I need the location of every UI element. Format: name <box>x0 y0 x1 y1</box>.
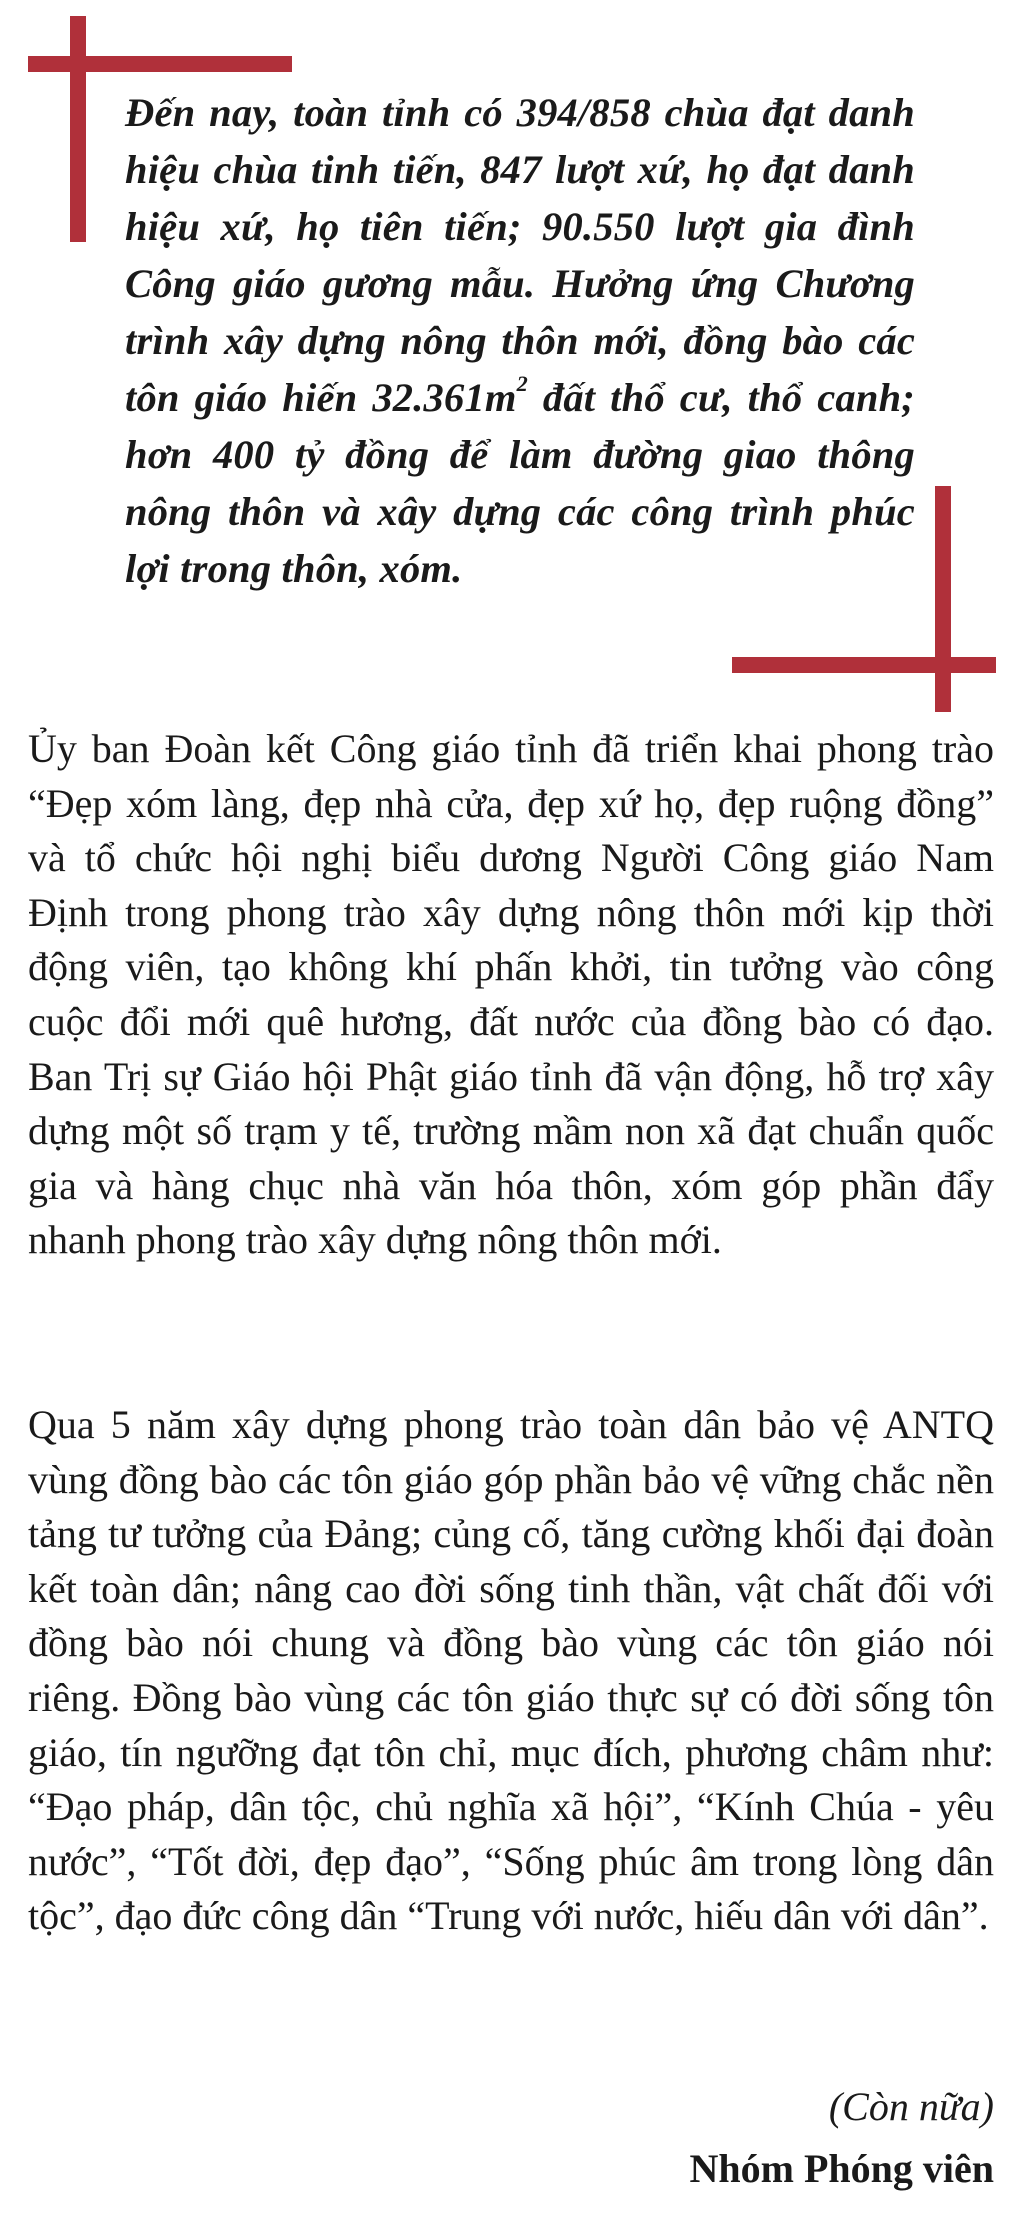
corner-bracket-top-left-vertical <box>70 16 86 242</box>
pull-quote-text-part2: đất thổ cư, thổ canh; hơn 400 tỷ đồng để làm đường giao thông nông thôn và xây dựng các công trình phúc lợi trong thôn, xóm. <box>125 375 915 591</box>
corner-bracket-top-left-horizontal <box>28 56 292 72</box>
continued-note: (Còn nữa) <box>828 2084 994 2129</box>
pull-quote-text-part1: Đến nay, toàn tỉnh có 394/858 chùa đạt danh hiệu chùa tinh tiến, 847 lượt xứ, họ đạt danh hiệu xứ, họ tiên tiến; 90.550 lượt gia đình Công giáo gương mẫu. Hưởng ứng Chương trình xây dựng nông thôn mới, đồng bào các tôn giáo hiến 32.361m <box>125 90 915 420</box>
author-byline: Nhóm Phóng viên <box>689 2146 994 2191</box>
pull-quote <box>125 84 915 597</box>
body-paragraph-2: Qua 5 năm xây dựng phong trào toàn dân bảo vệ ANTQ vùng đồng bào các tôn giáo góp phần bảo vệ vững chắc nền tảng tư tưởng của Đảng; củng cố, tăng cường khối đại đoàn kết toàn dân; nâng cao đời sống tinh thần, vật chất đối với đồng bào nói chung và đồng bào vùng các tôn giáo nói riêng. Đồng bào vùng các tôn giáo thực sự có đời sống tôn giáo, tín ngưỡng đạt tôn chỉ, mục đích, phương châm như: “Đạo pháp, dân tộc, chủ nghĩa xã hội”, “Kính Chúa - yêu nước”, “Tốt đời, đẹp đạo”, “Sống phúc âm trong lòng dân tộc”, đạo đức công dân “Trung với nước, hiếu dân với dân”. <box>28 1402 994 1939</box>
corner-bracket-bottom-right-vertical <box>935 486 951 712</box>
pull-quote-superscript: 2 <box>516 370 528 396</box>
body-paragraph-1: Ủy ban Đoàn kết Công giáo tỉnh đã triển khai phong trào “Đẹp xóm làng, đẹp nhà cửa, đẹp xứ họ, đẹp ruộng đồng” và tổ chức hội nghị biểu dương Người Công giáo Nam Định trong phong trào xây dựng nông thôn mới kịp thời động viên, tạo không khí phấn khởi, tin tưởng vào công cuộc đổi mới quê hương, đất nước của đồng bào có đạo. Ban Trị sự Giáo hội Phật giáo tỉnh đã vận động, hỗ trợ xây dựng một số trạm y tế, trường mầm non xã đạt chuẩn quốc gia và hàng chục nhà văn hóa thôn, xóm góp phần đẩy nhanh phong trào xây dựng nông thôn mới. <box>28 726 994 1263</box>
corner-bracket-bottom-right-horizontal <box>732 657 996 673</box>
